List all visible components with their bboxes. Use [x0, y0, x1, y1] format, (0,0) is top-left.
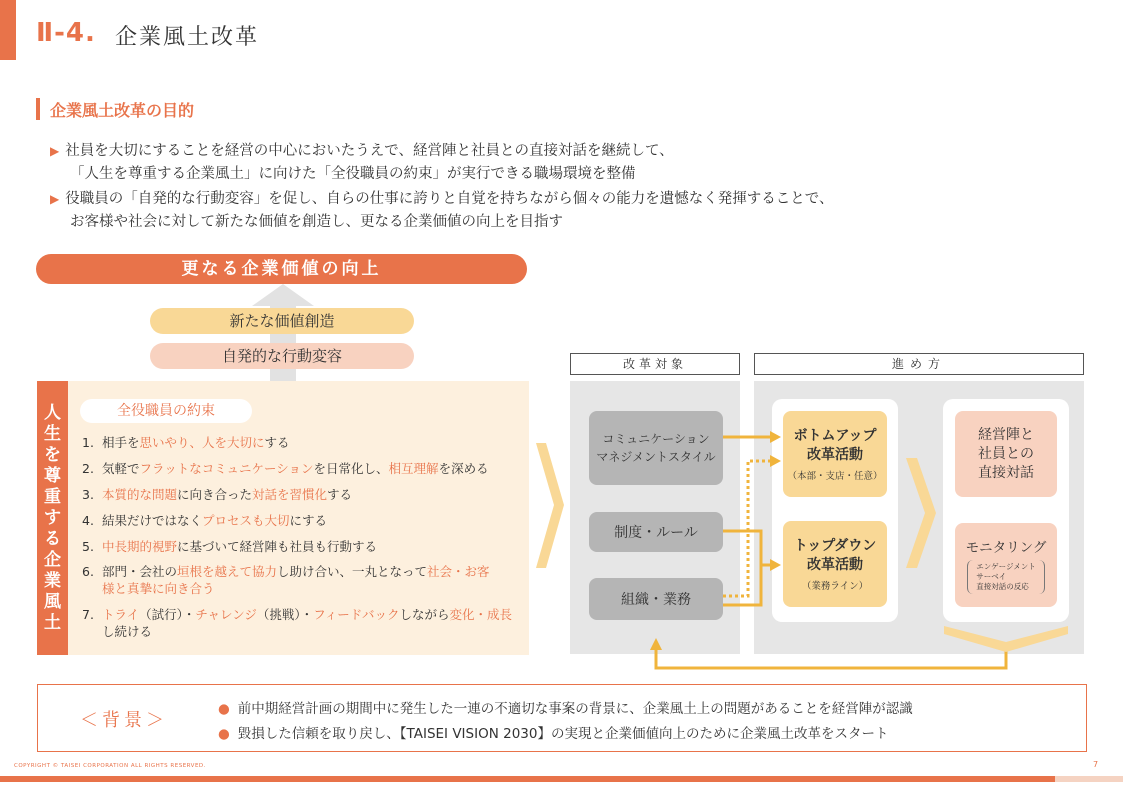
promise-highlight: フラットなコミュニケーション	[139, 461, 314, 476]
vertical-label-char: 土	[44, 612, 61, 633]
background-item-1	[218, 697, 913, 717]
top-down-sub: （業務ライン）	[801, 580, 869, 592]
promise-text: し助け合い、一丸となって	[277, 564, 428, 579]
vertical-label-char: を	[44, 444, 61, 465]
promise-text: 相手を	[102, 435, 140, 450]
section-number: Ⅱ-4.	[36, 18, 96, 48]
vertical-label-char: す	[44, 507, 61, 528]
promise-num: 2.	[82, 461, 94, 476]
dot-bullet-icon: ●	[218, 701, 230, 717]
monitoring-title: モニタリング	[965, 540, 1047, 556]
goal-pill: 更なる企業価値の向上	[36, 254, 527, 284]
page-title: 企業風土改革	[115, 25, 260, 50]
vertical-label-char: 企	[44, 549, 61, 570]
vertical-label-char: 人	[44, 402, 61, 423]
promise-text: （挑戦）・	[256, 607, 314, 622]
monitoring-sub: エンゲージメント サーベイ 直接対話の反応	[967, 560, 1044, 594]
promise-text: する	[327, 487, 353, 502]
copyright: COPYRIGHT © TAISEI CORPORATION ALL RIGHTS RESERVED.	[14, 763, 206, 769]
promise-text: 結果だけではなく	[102, 513, 203, 528]
promise-title: 全役職員の約束	[80, 399, 252, 423]
purpose-bullet-1-line1: 社員を大切にすることを経営の中心においたうえで、経営陣と社員との直接対話を継続して、	[65, 143, 674, 159]
bottom-up-sub: （本部・支店・任意）	[787, 470, 883, 482]
promise-highlight: 対話を習慣化	[252, 487, 328, 502]
purpose-bullet-2-line1: 役職員の「自発的な行動変容」を促し、自らの仕事に誇りと自覚を持ちながら個々の能力を遺憾なく発揮することで、	[65, 191, 834, 207]
promise-highlight: 社会・お客	[427, 564, 490, 579]
promise-num: 4.	[82, 513, 94, 528]
purpose-bullet-2-line2: お客様や社会に対して新たな価値を創造し、更なる企業価値の向上を目指す	[70, 214, 563, 230]
method-header: 進め方	[754, 353, 1084, 375]
purpose-accent-bar	[36, 98, 40, 120]
direct-dialogue: 経営陣と 社員との 直接対話	[955, 411, 1057, 497]
promise-item-4	[82, 512, 522, 529]
culture-vertical-label	[37, 381, 68, 655]
background-label: ＜背景＞	[80, 710, 168, 731]
page-number: 7	[1093, 760, 1099, 769]
promise-num: 5.	[82, 539, 94, 554]
promise-highlight: 中長期的視野	[102, 539, 178, 554]
promise-num: 3.	[82, 487, 94, 502]
promise-text: する	[264, 435, 290, 450]
promise-highlight: トライ	[102, 607, 140, 622]
promise-text: を日常化し、	[313, 461, 389, 476]
promise-item-6	[82, 563, 522, 597]
purpose-bullet-2	[50, 188, 833, 234]
promise-highlight: 相互理解	[388, 461, 439, 476]
footer-bar	[0, 776, 1055, 782]
vertical-label-char: 業	[44, 570, 61, 591]
vertical-label-char: 重	[44, 486, 61, 507]
new-value-pill: 新たな価値創造	[150, 308, 414, 334]
promise-highlight: 様と真摯に向き合う	[102, 581, 215, 596]
top-down-title: トップダウン 改革活動	[793, 537, 877, 573]
chevron-down-icon	[944, 626, 1068, 652]
target-communication: コミュニケーション マネジメントスタイル	[589, 411, 723, 485]
promise-text: に向き合った	[177, 487, 253, 502]
vertical-label-char: 生	[44, 423, 61, 444]
promise-text: にする	[289, 513, 328, 528]
promise-text: に基づいて経営陣も社員も行動する	[177, 539, 378, 554]
bottom-up-title: ボトムアップ 改革活動	[793, 427, 877, 463]
background-item-1-text: 前中期経営計画の期間中に発生した一連の不適切な事案の背景に、企業風土上の問題があることを経営陣が認識	[237, 701, 913, 717]
target-organization: 組織・業務	[589, 578, 723, 620]
promise-num: 7.	[82, 607, 94, 622]
promise-item-5	[82, 538, 522, 555]
promise-highlight: 本質的な問題	[102, 487, 178, 502]
promise-highlight: 変化・成長	[449, 607, 512, 622]
promise-text: （試行）・	[139, 607, 196, 622]
promise-num: 1.	[82, 435, 94, 450]
promise-highlight: 垣根を越えて協力	[177, 564, 278, 579]
promise-text: し続ける	[102, 624, 153, 639]
purpose-title: 企業風土改革の目的	[50, 101, 195, 120]
triangle-bullet-icon: ▶	[50, 192, 60, 206]
footer-bar-light	[1055, 776, 1123, 782]
promise-text: しながら	[399, 607, 450, 622]
promise-highlight: プロセスも大切	[202, 513, 290, 528]
promise-item-7	[82, 606, 522, 640]
promise-highlight: フィードバック	[313, 607, 400, 622]
purpose-bullet-1-line2: 「人生を尊重する企業風土」に向けた「全役職員の約束」が実行できる職場環境を整備	[70, 166, 636, 182]
background-item-2-text: 毀損した信頼を取り戻し、【TAISEI VISION 2030】の実現と企業価値向上のために企業風土改革をスタート	[237, 726, 889, 742]
triangle-bullet-icon: ▶	[50, 144, 60, 158]
vertical-label-char: 風	[44, 591, 61, 612]
promise-highlight: チャレンジ	[195, 607, 257, 622]
chevron-right-icon	[906, 458, 936, 568]
promise-item-3	[82, 486, 522, 503]
target-header: 改革対象	[570, 353, 740, 375]
promise-item-2	[82, 460, 522, 477]
vertical-label-char: 尊	[44, 465, 61, 486]
promise-text: を深める	[438, 461, 489, 476]
up-arrow-icon	[252, 284, 314, 384]
promise-text: 気軽で	[102, 461, 140, 476]
self-change-pill: 自発的な行動変容	[150, 343, 414, 369]
promise-num: 6.	[82, 564, 94, 579]
vertical-label-char: る	[44, 528, 61, 549]
promise-text: 部門・会社の	[102, 564, 178, 579]
dot-bullet-icon: ●	[218, 726, 230, 742]
background-item-2	[218, 722, 888, 742]
purpose-bullet-1	[50, 140, 674, 186]
promise-highlight: 思いやり、人を大切に	[139, 435, 265, 450]
promise-item-1	[82, 434, 522, 451]
header-accent-bar	[0, 0, 16, 60]
target-rules: 制度・ルール	[589, 512, 723, 552]
